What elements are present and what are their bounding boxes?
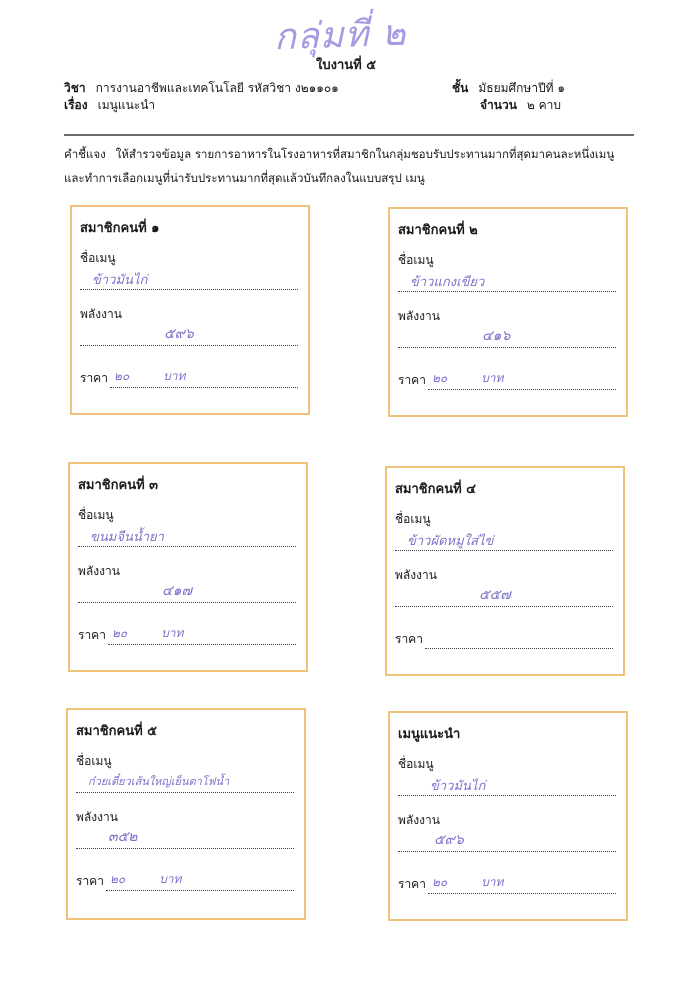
- energy-line: [80, 345, 298, 346]
- energy-line: [398, 347, 616, 348]
- instructions-line-2: และทำการเลือกเมนูที่น่ารับประทานมากที่สุดแล้วบันทึกลงในแบบสรุป เมนู: [64, 171, 425, 185]
- price-label: ราคา: [80, 371, 108, 385]
- periods-line: [480, 96, 561, 115]
- energy-label: พลังงาน: [395, 568, 437, 582]
- menu-name-label: ชื่อเมนู: [78, 508, 114, 522]
- periods-value: ๒ คาบ: [526, 98, 562, 112]
- menu-name-label: ชื่อเมนู: [76, 754, 112, 768]
- energy-value: ๓๕๒: [108, 829, 138, 845]
- menu-name-label: ชื่อเมนู: [398, 253, 434, 267]
- group-number-handwritten: กลุ่มที่ ๒: [273, 12, 408, 59]
- menu-name-value: ขนมจีนน้ำยา: [90, 530, 164, 545]
- price-line: [108, 626, 296, 645]
- price-row: [398, 875, 616, 894]
- price-label: ราคา: [76, 874, 104, 888]
- menu-name-value: ข้าวแกงเขียว: [410, 275, 485, 290]
- menu-name-label: ชื่อเมนู: [80, 251, 116, 265]
- subject-label: วิชา: [64, 81, 86, 95]
- instructions-label: คำชี้แจง: [64, 147, 106, 161]
- energy-line: [76, 848, 294, 849]
- energy-label: พลังงาน: [398, 813, 440, 827]
- member-card-4: [385, 466, 625, 676]
- member-card-5: [66, 708, 306, 920]
- card-title: สมาชิกคนที่ ๕: [76, 724, 158, 739]
- recommended-menu-card: [388, 711, 628, 921]
- price-row: [398, 371, 616, 390]
- price-row: [76, 872, 294, 891]
- energy-value: ๕๕๗: [479, 587, 511, 603]
- energy-value: ๕๙๖: [164, 326, 194, 342]
- topic-label: เรื่อง: [64, 98, 88, 112]
- energy-line: [398, 851, 616, 852]
- energy-label: พลังงาน: [80, 307, 122, 321]
- energy-line: [395, 606, 613, 607]
- card-title: เมนูแนะนำ: [398, 727, 461, 742]
- energy-value: ๕๙๖: [434, 832, 464, 848]
- menu-name-line: [395, 550, 613, 551]
- energy-label: พลังงาน: [76, 810, 118, 824]
- price-line: [428, 875, 616, 894]
- menu-name-value: ข้าวมันไก่: [92, 273, 148, 288]
- topic-value: เมนูแนะนำ: [97, 98, 156, 112]
- price-line: [425, 638, 613, 649]
- price-line: [106, 872, 294, 891]
- price-line: [110, 369, 298, 388]
- price-label: ราคา: [398, 373, 426, 387]
- energy-label: พลังงาน: [398, 309, 440, 323]
- header-divider: [64, 134, 634, 136]
- topic-line: [64, 96, 155, 115]
- price-row: [395, 630, 613, 649]
- price-label: ราคา: [78, 628, 106, 642]
- card-title: สมาชิกคนที่ ๑: [80, 221, 160, 236]
- member-card-2: [388, 207, 628, 417]
- card-title: สมาชิกคนที่ ๔: [395, 482, 477, 497]
- energy-label: พลังงาน: [78, 564, 120, 578]
- subject-value: การงานอาชีพและเทคโนโลยี รหัสวิชา ง๒๑๑๐๑: [95, 81, 339, 95]
- price-value: [429, 633, 463, 647]
- menu-name-line: [80, 289, 298, 290]
- instructions-text-1: ให้สำรวจข้อมูล รายการอาหารในโรงอาหารที่สมาชิกในกลุ่มชอบรับประทานมากที่สุดมาคนละหนึ่งเมนู: [115, 147, 615, 161]
- price-label: ราคา: [398, 877, 426, 891]
- menu-name-line: [78, 546, 296, 547]
- price-value: ๒๐ บาท: [113, 369, 186, 383]
- member-card-1: [70, 205, 310, 415]
- menu-name-label: ชื่อเมนู: [398, 757, 434, 771]
- grade-value: มัธยมศึกษาปีที่ ๑: [478, 81, 566, 95]
- price-value: ๒๐ บาท: [111, 626, 184, 640]
- energy-value: ๔๑๗: [162, 583, 193, 599]
- price-value: ๒๐ บาท: [431, 875, 504, 889]
- energy-line: [78, 602, 296, 603]
- menu-name-value: ข้าวมันไก่: [430, 779, 486, 794]
- instructions: [64, 142, 644, 190]
- price-line: [428, 371, 616, 390]
- energy-value: ๔๑๖: [482, 328, 511, 344]
- price-value: ๒๐ บาท: [109, 872, 182, 886]
- card-title: สมาชิกคนที่ ๓: [78, 478, 159, 493]
- price-value: ๒๐ บาท: [431, 371, 504, 385]
- grade-label: ชั้น: [452, 81, 469, 95]
- periods-label: จำนวน: [480, 98, 517, 112]
- menu-name-line: [398, 291, 616, 292]
- member-card-3: [68, 462, 308, 672]
- menu-name-label: ชื่อเมนู: [395, 512, 431, 526]
- menu-name-line: [398, 795, 616, 796]
- menu-name-value: ก๋วยเตี๋ยวเส้นใหญ่เย็นตาโฟน้ำ: [88, 775, 230, 788]
- card-title: สมาชิกคนที่ ๒: [398, 223, 478, 238]
- menu-name-line: [76, 792, 294, 793]
- price-label: ราคา: [395, 632, 423, 646]
- price-row: [80, 369, 298, 388]
- sheet-title: ใบงานที่ ๕: [316, 58, 377, 73]
- menu-name-value: ข้าวผัดหมูใส่ไข่: [407, 534, 494, 549]
- price-row: [78, 626, 296, 645]
- instructions-line-1: [64, 142, 644, 166]
